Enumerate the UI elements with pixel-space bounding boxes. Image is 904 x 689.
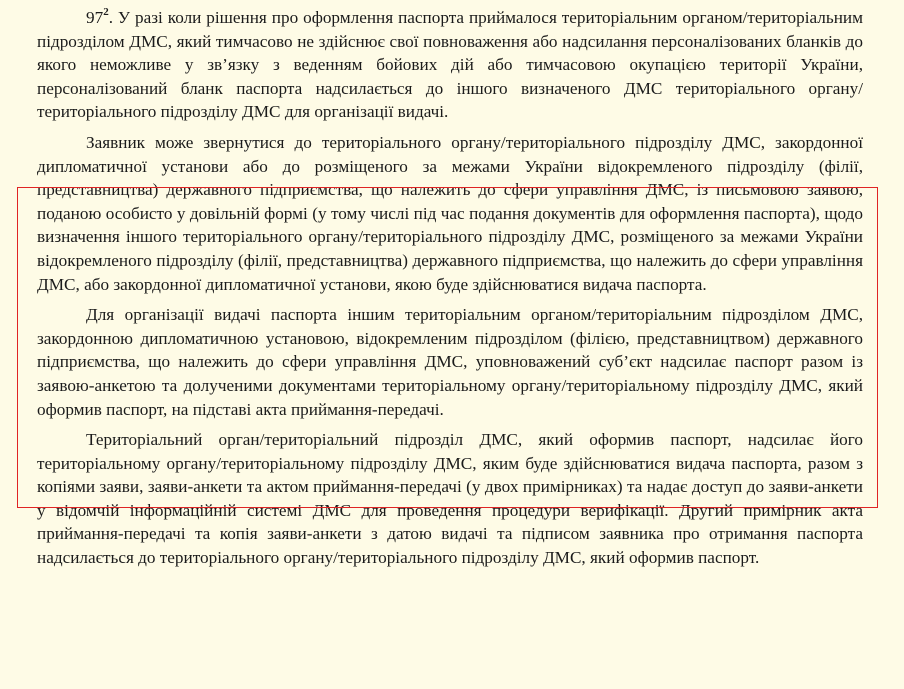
document-body [37,6,863,570]
paragraph-1-text: У разі коли рішення про оформлення паспорта приймалося територіальним органом/територіальним підрозділом ДМС, який тимчасово не здійснює свої повноваження або надсилання персоналізованих бланків до якого неможливе у зв’язку з веденням бойових дій або тимчасовою окупацією території України, персоналізований бланк паспорта надсилається до іншого визначеного ДМС територіального органу/територіального підрозділу ДМС для організації видачі. [37,8,863,122]
paragraph-3: Для організації видачі паспорта іншим територіальним органом/територіальним підрозділом ДМС, закордонною дипломатичною установою, відокремленим підрозділом (філією, представництвом) державного підприємства, що належить до сфери управління ДМС, уповноважений суб’єкт надсилає паспорт разом із заявою-анкетою та долученими документами територіальному органу/територіальному підрозділу ДМС, який оформив паспорт, на підставі акта приймання-передачі. [37,305,863,419]
clause-number: 97 [86,8,104,27]
paragraph-1 [37,6,863,124]
paragraph-2: Заявник може звернутися до територіального органу/територіального підрозділу ДМС, закордонної дипломатичної установи або до розміщеного за межами України відокремленого підрозділу (філії, представництва) державного підприємства, що належить до сфери управління ДМС, із письмовою заявою, поданою особисто у довільній формі (у тому числі під час подання документів для оформлення паспорта), щодо визначення іншого територіального органу/територіального підрозділу ДМС, розміщеного за межами України відокремленого підрозділу (філії, представництва) державного підприємства, що належить до сфери управління ДМС, або закордонної дипломатичної установи, якою буде здійснюватися видача паспорта. [37,132,863,294]
paragraph-4: Територіальний орган/територіальний підрозділ ДМС, який оформив паспорт, надсилає його територіальному органу/територіальному підрозділу ДМС, яким буде здійснюватися видача паспорта, разом з копіями заяви, заяви-анкети та актом приймання-передачі (у двох примірниках) та надає доступ до заяви-анкети у відомчій інформаційній системі ДМС для проведення процедури верифікації. Другий примірник акта приймання-передачі та копія заяви-анкети з датою видачі та підписом заявника про отримання паспорта надсилається до територіального органу/територіального підрозділу ДМС, який оформив паспорт. [37,430,863,568]
clause-separator: . [108,8,113,27]
clause-superscript: 2 [103,6,109,19]
